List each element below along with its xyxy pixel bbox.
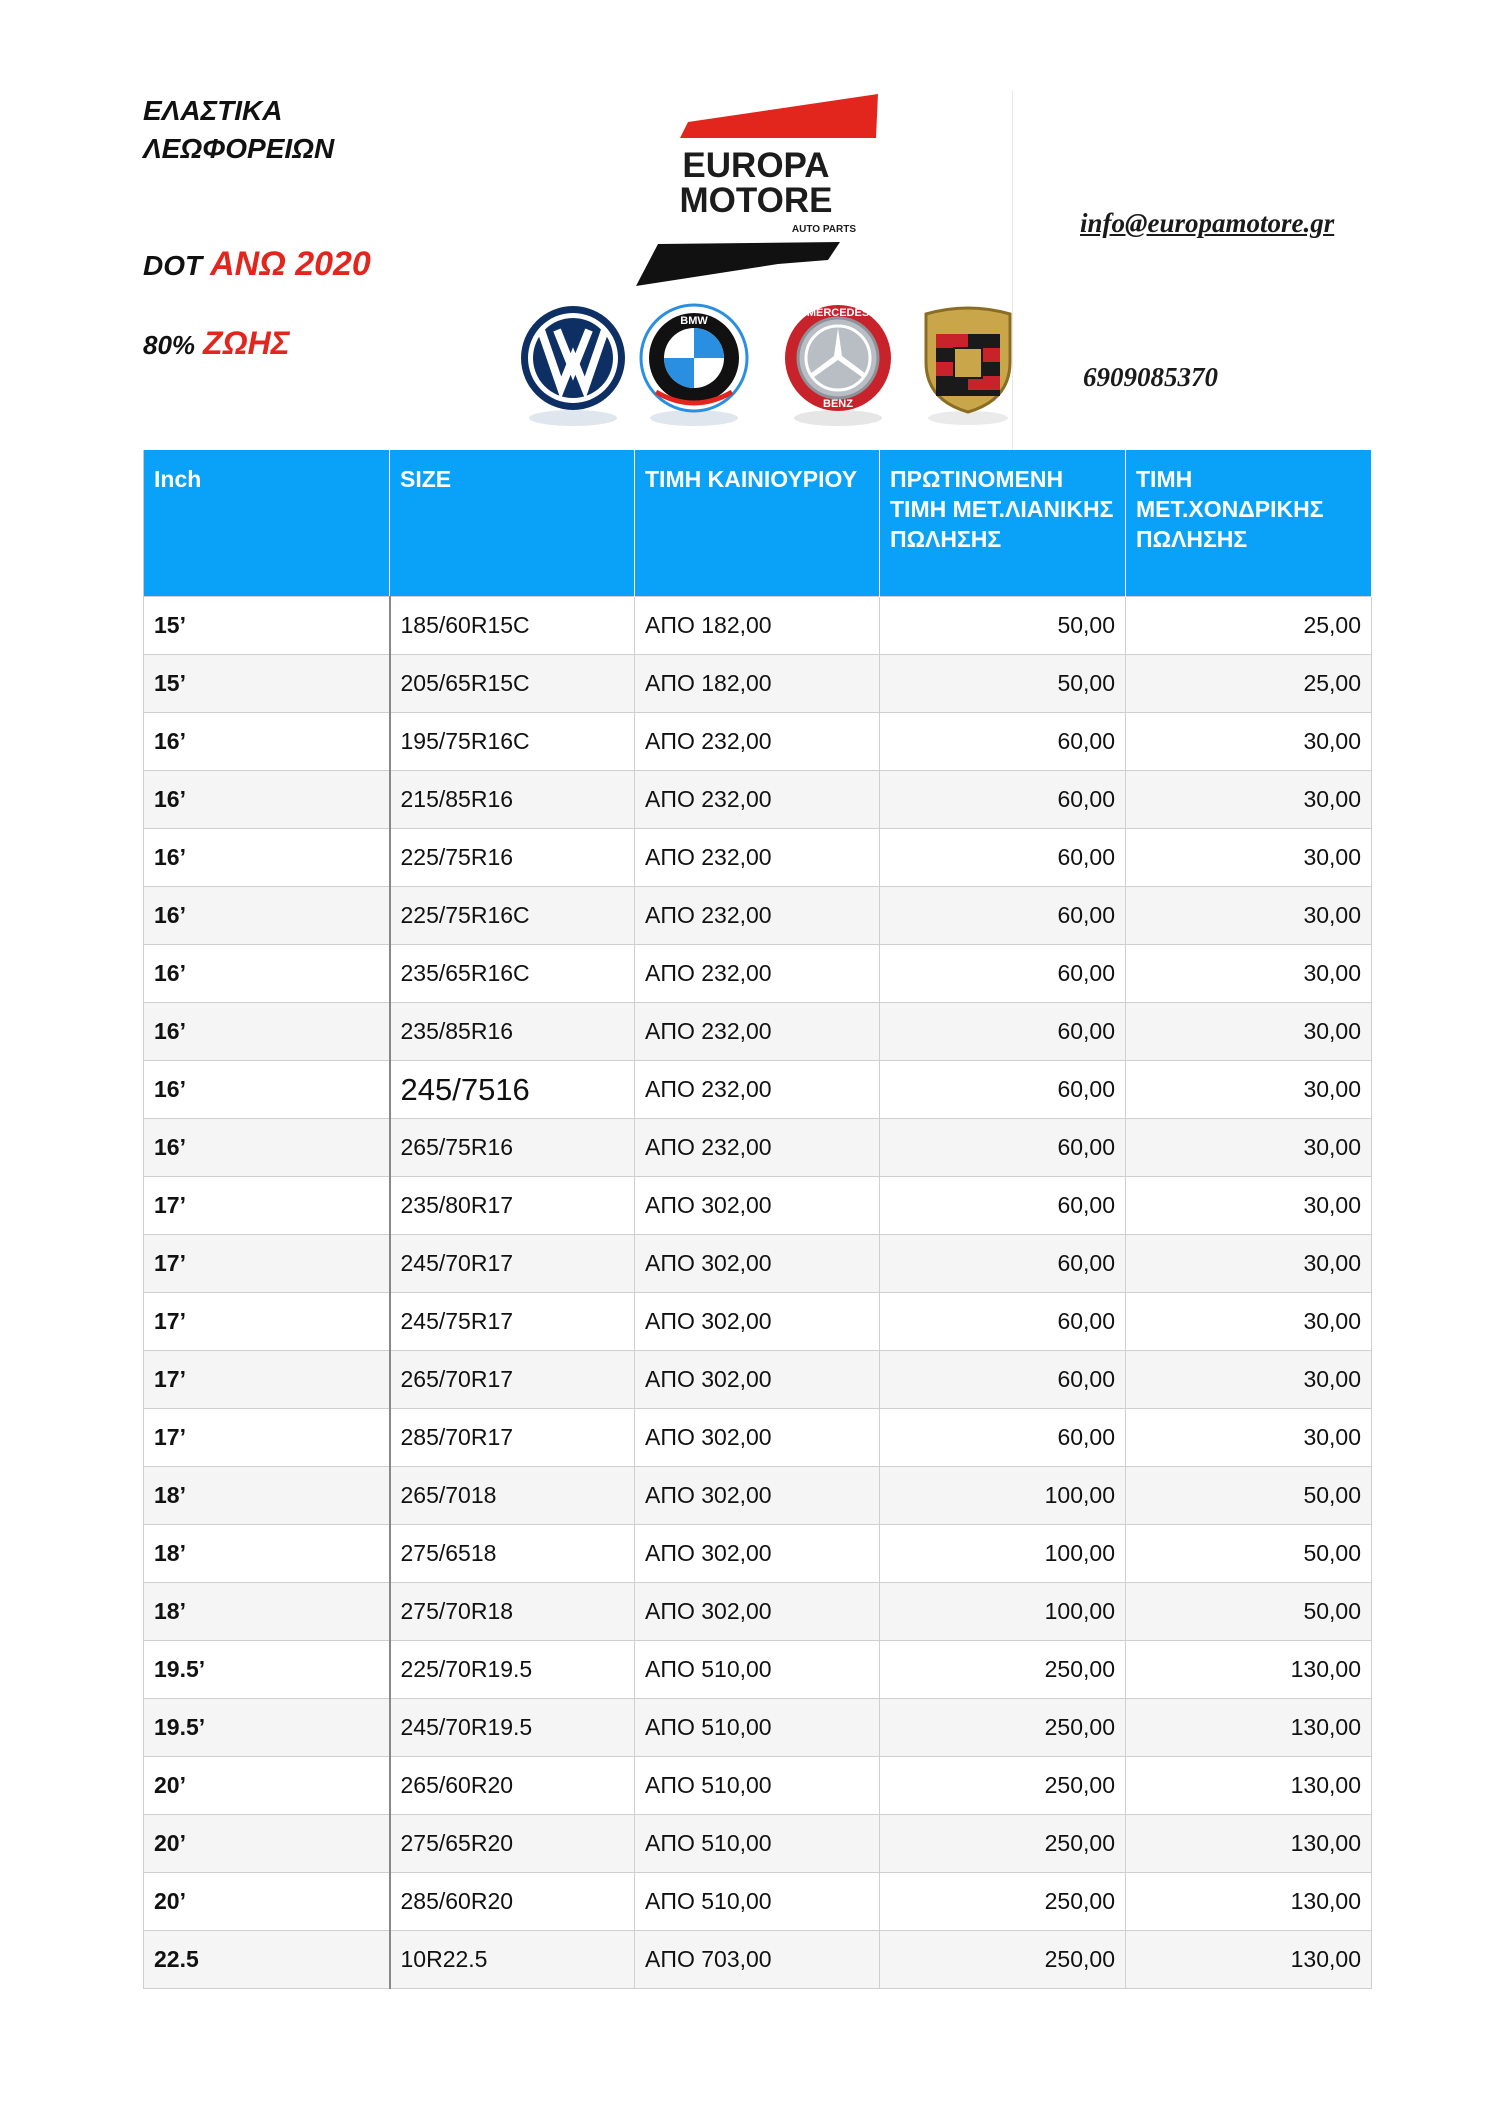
table-row [144, 887, 1372, 945]
cell-wholesale-price: 130,00 [1126, 1757, 1372, 1815]
cell-wholesale-price: 130,00 [1126, 1931, 1372, 1989]
phone-number: 6909085370 [1083, 362, 1218, 392]
cell-size: 185/60R15C [390, 597, 635, 655]
table-row [144, 1815, 1372, 1873]
table-row [144, 1351, 1372, 1409]
cell-retail-price: 60,00 [880, 1235, 1126, 1293]
table-row [144, 1467, 1372, 1525]
cell-inch: 18’ [144, 1525, 390, 1583]
logo-tagline: AUTO PARTS [791, 224, 856, 235]
cell-size: 275/6518 [390, 1525, 635, 1583]
cell-inch: 17’ [144, 1409, 390, 1467]
cell-size: 205/65R15C [390, 655, 635, 713]
cell-inch: 15’ [144, 655, 390, 713]
cell-retail-price: 60,00 [880, 1003, 1126, 1061]
column-header-wholesale-price: ΤΙΜΗ ΜΕΤ.ΧΟΝΔΡΙΚΗΣ ΠΩΛΗΣΗΣ [1126, 450, 1372, 597]
table-row [144, 1873, 1372, 1931]
cell-new-price: ΑΠΟ 302,00 [635, 1351, 880, 1409]
cell-size: 245/70R17 [390, 1235, 635, 1293]
life-line [143, 325, 290, 362]
cell-wholesale-price: 130,00 [1126, 1641, 1372, 1699]
table-row [144, 1119, 1372, 1177]
cell-retail-price: 60,00 [880, 829, 1126, 887]
cell-new-price: ΑΠΟ 703,00 [635, 1931, 880, 1989]
column-header-new-price: ΤΙΜΗ ΚΑΙΝΙΟΥΡΙΟΥ [635, 450, 880, 597]
cell-retail-price: 60,00 [880, 945, 1126, 1003]
logo-line-2: MOTORE [679, 181, 833, 220]
cell-inch: 16’ [144, 713, 390, 771]
cell-retail-price: 60,00 [880, 1351, 1126, 1409]
column-header-inch: Inch [144, 450, 390, 597]
cell-size: 235/85R16 [390, 1003, 635, 1061]
cell-inch: 18’ [144, 1583, 390, 1641]
cell-inch: 16’ [144, 1119, 390, 1177]
cell-size: 275/65R20 [390, 1815, 635, 1873]
cell-inch: 22.5 [144, 1931, 390, 1989]
cell-retail-price: 250,00 [880, 1873, 1126, 1931]
cell-retail-price: 50,00 [880, 597, 1126, 655]
cell-wholesale-price: 30,00 [1126, 1235, 1372, 1293]
cell-wholesale-price: 30,00 [1126, 771, 1372, 829]
table-row [144, 1003, 1372, 1061]
cell-inch: 17’ [144, 1293, 390, 1351]
logo-line-1: EUROPA [682, 146, 830, 185]
table-row [144, 1177, 1372, 1235]
cell-size: 235/80R17 [390, 1177, 635, 1235]
cell-new-price: ΑΠΟ 182,00 [635, 597, 880, 655]
life-value: ΖΩΗΣ [203, 325, 290, 361]
cell-size: 265/70R17 [390, 1351, 635, 1409]
table-row [144, 1583, 1372, 1641]
cell-new-price: ΑΠΟ 232,00 [635, 771, 880, 829]
cell-new-price: ΑΠΟ 232,00 [635, 829, 880, 887]
cell-new-price: ΑΠΟ 510,00 [635, 1815, 880, 1873]
cell-wholesale-price: 30,00 [1126, 1061, 1372, 1119]
vw-logo-icon [517, 300, 629, 430]
dot-prefix: DOT [143, 250, 203, 281]
life-prefix: 80% [143, 330, 196, 360]
cell-wholesale-price: 130,00 [1126, 1815, 1372, 1873]
cell-size: 285/70R17 [390, 1409, 635, 1467]
cell-size: 225/75R16C [390, 887, 635, 945]
cell-inch: 20’ [144, 1815, 390, 1873]
cell-new-price: ΑΠΟ 302,00 [635, 1467, 880, 1525]
cell-inch: 20’ [144, 1757, 390, 1815]
bmw-logo-icon [638, 300, 750, 430]
table-row [144, 1699, 1372, 1757]
cell-inch: 16’ [144, 1003, 390, 1061]
cell-new-price: ΑΠΟ 232,00 [635, 887, 880, 945]
cell-wholesale-price: 30,00 [1126, 887, 1372, 945]
table-row [144, 1293, 1372, 1351]
cell-new-price: ΑΠΟ 232,00 [635, 1061, 880, 1119]
cell-retail-price: 100,00 [880, 1525, 1126, 1583]
cell-retail-price: 250,00 [880, 1757, 1126, 1815]
cell-size: 225/75R16 [390, 829, 635, 887]
table-row [144, 1757, 1372, 1815]
cell-inch: 16’ [144, 829, 390, 887]
cell-size: 245/7516 [390, 1061, 635, 1119]
column-header-size: SIZE [390, 450, 635, 597]
cell-new-price: ΑΠΟ 302,00 [635, 1235, 880, 1293]
cell-inch: 18’ [144, 1467, 390, 1525]
mercedes-logo-icon [782, 300, 894, 430]
cell-size: 245/75R17 [390, 1293, 635, 1351]
cell-new-price: ΑΠΟ 232,00 [635, 713, 880, 771]
table-row [144, 1525, 1372, 1583]
cell-retail-price: 100,00 [880, 1583, 1126, 1641]
table-row [144, 829, 1372, 887]
cell-retail-price: 50,00 [880, 655, 1126, 713]
page-title [143, 92, 334, 168]
cell-wholesale-price: 50,00 [1126, 1467, 1372, 1525]
cell-wholesale-price: 30,00 [1126, 1351, 1372, 1409]
cell-size: 265/7018 [390, 1467, 635, 1525]
cell-retail-price: 60,00 [880, 887, 1126, 945]
cell-retail-price: 100,00 [880, 1467, 1126, 1525]
cell-inch: 19.5’ [144, 1699, 390, 1757]
cell-new-price: ΑΠΟ 302,00 [635, 1525, 880, 1583]
cell-size: 235/65R16C [390, 945, 635, 1003]
cell-retail-price: 60,00 [880, 1061, 1126, 1119]
table-row [144, 597, 1372, 655]
cell-wholesale-price: 30,00 [1126, 1409, 1372, 1467]
cell-wholesale-price: 30,00 [1126, 829, 1372, 887]
cell-size: 225/70R19.5 [390, 1641, 635, 1699]
cell-size: 195/75R16C [390, 713, 635, 771]
cell-size: 245/70R19.5 [390, 1699, 635, 1757]
cell-inch: 17’ [144, 1351, 390, 1409]
table-row [144, 1931, 1372, 1989]
cell-retail-price: 250,00 [880, 1699, 1126, 1757]
dot-line [143, 245, 371, 284]
cell-new-price: ΑΠΟ 232,00 [635, 1003, 880, 1061]
table-row [144, 1061, 1372, 1119]
cell-wholesale-price: 50,00 [1126, 1583, 1372, 1641]
table-row [144, 1235, 1372, 1293]
cell-retail-price: 250,00 [880, 1641, 1126, 1699]
price-table [143, 450, 1372, 1989]
cell-inch: 16’ [144, 887, 390, 945]
cell-size: 10R22.5 [390, 1931, 635, 1989]
column-header-retail-price: ΠΡΩΤΙΝΟΜΕΝΗ ΤΙΜΗ ΜΕΤ.ΛΙΑΝΙΚΗΣ ΠΩΛΗΣΗΣ [880, 450, 1126, 597]
cell-new-price: ΑΠΟ 302,00 [635, 1293, 880, 1351]
cell-inch: 19.5’ [144, 1641, 390, 1699]
cell-wholesale-price: 25,00 [1126, 655, 1372, 713]
cell-wholesale-price: 30,00 [1126, 713, 1372, 771]
cell-retail-price: 250,00 [880, 1815, 1126, 1873]
cell-wholesale-price: 130,00 [1126, 1873, 1372, 1931]
cell-new-price: ΑΠΟ 510,00 [635, 1641, 880, 1699]
cell-retail-price: 60,00 [880, 713, 1126, 771]
cell-new-price: ΑΠΟ 510,00 [635, 1699, 880, 1757]
table-header-row [144, 450, 1372, 597]
dot-value: ΑΝΩ 2020 [210, 245, 371, 283]
cell-retail-price: 60,00 [880, 1409, 1126, 1467]
cell-retail-price: 60,00 [880, 1119, 1126, 1177]
cell-retail-price: 60,00 [880, 771, 1126, 829]
cell-wholesale-price: 30,00 [1126, 1003, 1372, 1061]
cell-inch: 20’ [144, 1873, 390, 1931]
cell-wholesale-price: 30,00 [1126, 945, 1372, 1003]
mercedes-top-text: MERCEDES [806, 307, 870, 319]
cell-retail-price: 250,00 [880, 1931, 1126, 1989]
cell-inch: 16’ [144, 945, 390, 1003]
cell-retail-price: 60,00 [880, 1293, 1126, 1351]
porsche-logo-icon [912, 300, 1024, 430]
cell-wholesale-price: 30,00 [1126, 1119, 1372, 1177]
europa-motore-logo [628, 94, 878, 290]
cell-wholesale-price: 30,00 [1126, 1293, 1372, 1351]
title-line-2: ΛΕΩΦΟΡΕΙΩΝ [143, 133, 335, 164]
table-row [144, 771, 1372, 829]
cell-inch: 17’ [144, 1177, 390, 1235]
bmw-logo-text: BMW [680, 315, 708, 327]
cell-new-price: ΑΠΟ 510,00 [635, 1757, 880, 1815]
table-row [144, 945, 1372, 1003]
cell-wholesale-price: 25,00 [1126, 597, 1372, 655]
cell-new-price: ΑΠΟ 302,00 [635, 1409, 880, 1467]
table-row [144, 1409, 1372, 1467]
cell-size: 275/70R18 [390, 1583, 635, 1641]
cell-inch: 15’ [144, 597, 390, 655]
cell-new-price: ΑΠΟ 182,00 [635, 655, 880, 713]
cell-size: 215/85R16 [390, 771, 635, 829]
cell-inch: 17’ [144, 1235, 390, 1293]
table-row [144, 1641, 1372, 1699]
cell-wholesale-price: 50,00 [1126, 1525, 1372, 1583]
title-line-1: ΕΛΑΣΤΙΚΑ [143, 95, 283, 126]
cell-size: 265/60R20 [390, 1757, 635, 1815]
cell-new-price: ΑΠΟ 232,00 [635, 1119, 880, 1177]
table-row [144, 655, 1372, 713]
cell-new-price: ΑΠΟ 302,00 [635, 1583, 880, 1641]
cell-wholesale-price: 30,00 [1126, 1177, 1372, 1235]
table-row [144, 713, 1372, 771]
mercedes-bottom-text: BENZ [823, 398, 853, 410]
cell-size: 265/75R16 [390, 1119, 635, 1177]
cell-retail-price: 60,00 [880, 1177, 1126, 1235]
cell-new-price: ΑΠΟ 302,00 [635, 1177, 880, 1235]
email-link[interactable]: info@europamotore.gr [1080, 208, 1335, 238]
cell-new-price: ΑΠΟ 232,00 [635, 945, 880, 1003]
cell-wholesale-price: 130,00 [1126, 1699, 1372, 1757]
cell-inch: 16’ [144, 771, 390, 829]
cell-size: 285/60R20 [390, 1873, 635, 1931]
cell-new-price: ΑΠΟ 510,00 [635, 1873, 880, 1931]
cell-inch: 16’ [144, 1061, 390, 1119]
